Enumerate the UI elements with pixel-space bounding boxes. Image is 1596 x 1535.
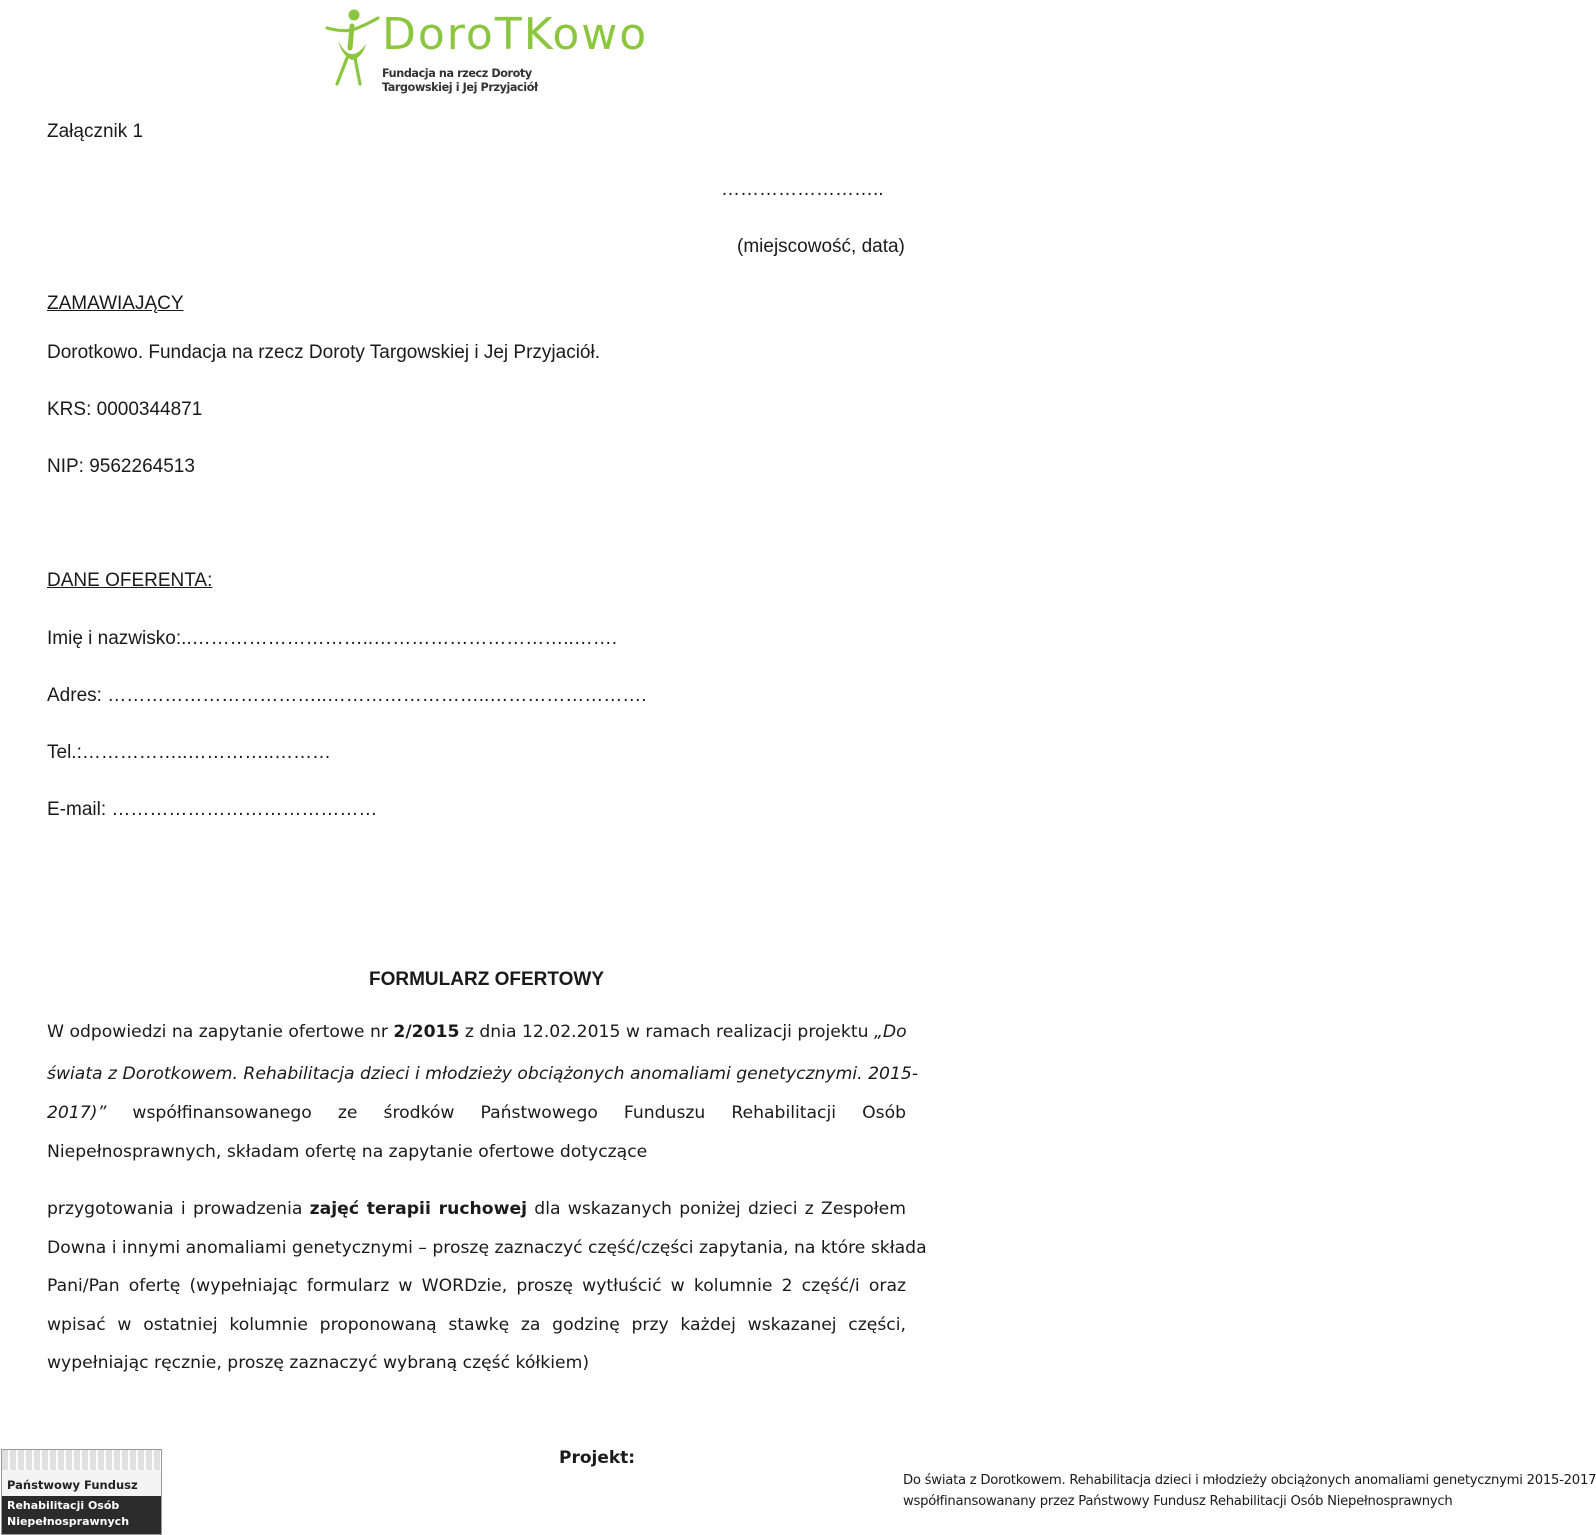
form-title: FORMULARZ OFERTOWY — [369, 969, 605, 990]
attachment-label: Załącznik 1 — [47, 121, 144, 142]
ordering-party-heading: ZAMAWIAJĄCY — [47, 293, 184, 314]
footer-project-label: Projekt: — [559, 1448, 636, 1468]
offer-scope-line-3: Pani/Pan ofertę (wypełniając formularz w WORDzie, proszę wytłuścić w kolumnie 2 część/i oraz — [47, 1276, 906, 1296]
pfron-logo-line-3: Niepełnosprawnych — [7, 1515, 130, 1528]
offer-scope-line-5: wypełniając ręcznie, proszę zaznaczyć wybraną część kółkiem) — [47, 1353, 590, 1373]
intro-line-2: świata z Dorotkowem. Rehabilitacja dzieci i młodzieży obciążonych anomaliami genetycznymi. 2015- — [47, 1064, 919, 1084]
offer-scope-line-1: przygotowania i prowadzenia zajęć terapii ruchowej dla wskazanych poniżej dzieci z Zespołem — [47, 1199, 906, 1219]
bidder-email-field: E-mail: …………………………………… — [47, 799, 378, 820]
intro-line-1: W odpowiedzi na zapytanie ofertowe nr 2/2015 z dnia 12.02.2015 w ramach realizacji projektu „Do — [47, 1022, 907, 1042]
intro-line-3: 2017)” współfinansowanego ze środków Państwowego Funduszu Rehabilitacji Osób — [47, 1103, 906, 1123]
place-date-dots: …………………….. — [721, 179, 884, 200]
foundation-logo — [322, 6, 649, 94]
footer-project-title: Do świata z Dorotkowem. Rehabilitacja dzieci i młodzieży obciążonych anomaliami genetycznymi 2015-2017 — [903, 1473, 1596, 1488]
ordering-party-name: Dorotkowo. Fundacja na rzecz Doroty Targowskiej i Jej Przyjaciół. — [47, 342, 600, 363]
bidder-name-field: Imię i nazwisko:..………………………..…………………………..……. — [47, 628, 618, 649]
bidder-data-heading: DANE OFERENTA: — [47, 570, 213, 591]
nip-number: NIP: 9562264513 — [47, 456, 195, 477]
dancer-figure-icon — [322, 6, 384, 88]
intro-line-4: Niepełnosprawnych, składam ofertę na zapytanie ofertowe dotyczące — [47, 1142, 648, 1162]
pfron-logo-line-1: Państwowy Fundusz — [7, 1478, 138, 1492]
offer-scope-paragraph — [47, 1198, 927, 1391]
pfron-logo-line-2: Rehabilitacji Osób — [7, 1499, 120, 1512]
footer-funding-note: współfinansowanany przez Państwowy Fundusz Rehabilitacji Osób Niepełnosprawnych — [903, 1494, 1453, 1509]
bidder-phone-field: Tel.:……………..…………..……… — [47, 742, 331, 763]
pfron-logo — [1, 1449, 162, 1535]
offer-scope-line-4: wpisać w ostatniej kolumnie proponowaną stawkę za godzinę przy każdej wskazanej części, — [47, 1314, 906, 1335]
logo-tagline: Fundacja na rzecz Doroty Targowskiej i Jej Przyjaciół — [382, 67, 538, 94]
logo-name: DoroTKowo — [382, 9, 649, 60]
offer-scope-line-2: Downa i innymi anomaliami genetycznymi – proszę zaznaczyć część/części zapytania, na które składa — [47, 1237, 927, 1258]
krs-number: KRS: 0000344871 — [47, 399, 203, 420]
place-date-label: (miejscowość, data) — [737, 236, 905, 257]
bidder-address-field: Adres: ……………………………..……………………..……………………. — [47, 685, 647, 706]
